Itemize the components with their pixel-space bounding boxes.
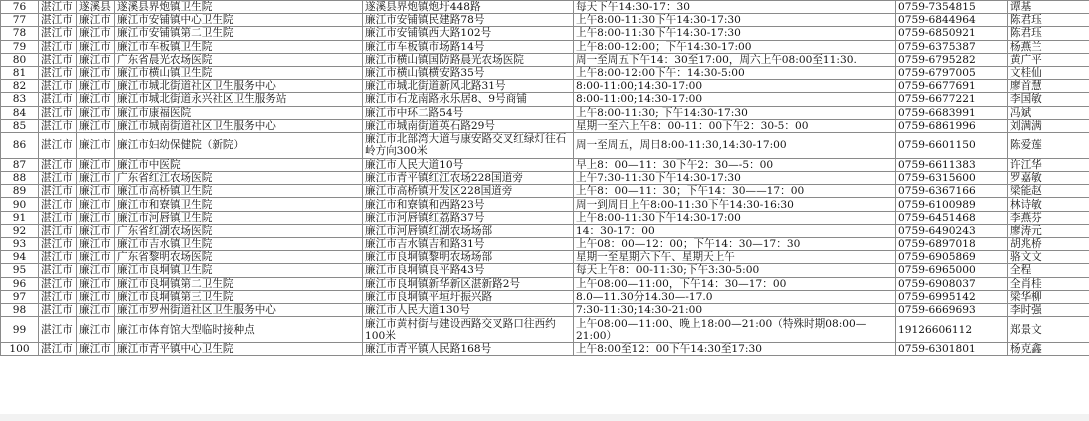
- row-number-cell[interactable]: 84: [1, 106, 39, 119]
- table-row: [1, 93, 1089, 106]
- hours-cell[interactable]: 14：30-17：00: [574, 224, 896, 237]
- table-row: [1, 80, 1089, 93]
- county-cell[interactable]: 廉江市: [77, 238, 115, 251]
- row-number-cell[interactable]: 79: [1, 40, 39, 53]
- facility-name-cell[interactable]: 廉江市体育馆大型临时接种点: [115, 317, 363, 343]
- city-cell[interactable]: 湛江市: [39, 106, 77, 119]
- row-number-cell[interactable]: 92: [1, 224, 39, 237]
- county-cell[interactable]: 廉江市: [77, 27, 115, 40]
- phone-cell[interactable]: 0759-6100989: [896, 198, 1008, 211]
- hours-cell[interactable]: 早上8：00—11：30下午2：30—-5：00: [574, 158, 896, 171]
- phone-cell[interactable]: 0759-6850921: [896, 27, 1008, 40]
- city-cell[interactable]: 湛江市: [39, 27, 77, 40]
- table-row: [1, 317, 1089, 343]
- city-cell[interactable]: 湛江市: [39, 93, 77, 106]
- table-row: [1, 224, 1089, 237]
- hours-cell[interactable]: 8:00-11:00;14:30-17:00: [574, 80, 896, 93]
- row-number-cell[interactable]: 80: [1, 53, 39, 66]
- county-cell[interactable]: 廉江市: [77, 211, 115, 224]
- address-cell[interactable]: 廉江市城南街道英石路29号: [363, 119, 574, 132]
- city-cell[interactable]: 湛江市: [39, 238, 77, 251]
- facility-name-cell[interactable]: 廉江市城南街道社区卫生服务中心: [115, 119, 363, 132]
- county-cell[interactable]: 廉江市: [77, 290, 115, 303]
- row-number-cell[interactable]: 99: [1, 317, 39, 343]
- row-number-cell[interactable]: 87: [1, 158, 39, 171]
- row-number-cell[interactable]: 81: [1, 66, 39, 79]
- phone-cell[interactable]: 0759-6301801: [896, 343, 1008, 356]
- table-row: [1, 238, 1089, 251]
- contact-cell[interactable]: 文桂仙: [1008, 66, 1089, 79]
- facility-name-cell[interactable]: 廉江市横山镇卫生院: [115, 66, 363, 79]
- contact-cell[interactable]: 全肖桂: [1008, 277, 1089, 290]
- city-cell[interactable]: 湛江市: [39, 277, 77, 290]
- contact-cell[interactable]: 梁华柳: [1008, 290, 1089, 303]
- table-row: [1, 251, 1089, 264]
- table-row: [1, 27, 1089, 40]
- facility-name-cell[interactable]: 廉江市中医院: [115, 158, 363, 171]
- hours-cell[interactable]: 每天下午14:30-17：30: [574, 1, 896, 14]
- facility-name-cell[interactable]: 廉江市妇幼保健院（新院）: [115, 132, 363, 158]
- row-number-cell[interactable]: 82: [1, 80, 39, 93]
- address-cell[interactable]: 廉江市良垌镇黎明农场场部: [363, 251, 574, 264]
- table-row: [1, 106, 1089, 119]
- facility-name-cell[interactable]: 廉江市良垌镇第三卫生院: [115, 290, 363, 303]
- address-cell[interactable]: 廉江市车板镇市场路14号: [363, 40, 574, 53]
- table-row: [1, 290, 1089, 303]
- contact-cell[interactable]: 陈君珏: [1008, 27, 1089, 40]
- phone-cell[interactable]: 19126606112: [896, 317, 1008, 343]
- county-cell[interactable]: 廉江市: [77, 317, 115, 343]
- phone-cell[interactable]: 0759-6601150: [896, 132, 1008, 158]
- hours-cell[interactable]: 上午8：00—11：30；下午14：30——17：00: [574, 185, 896, 198]
- city-cell[interactable]: 湛江市: [39, 172, 77, 185]
- county-cell[interactable]: 遂溪县: [77, 1, 115, 14]
- facility-name-cell[interactable]: 廉江市安铺镇第二卫生院: [115, 27, 363, 40]
- address-cell[interactable]: 廉江市良垌镇平垣圩振兴路: [363, 290, 574, 303]
- row-number-cell[interactable]: 85: [1, 119, 39, 132]
- hours-cell[interactable]: 星期一至六上午8：00-11：00下午2：30-5：00: [574, 119, 896, 132]
- county-cell[interactable]: 廉江市: [77, 277, 115, 290]
- phone-cell[interactable]: 0759-6611383: [896, 158, 1008, 171]
- table-row: [1, 198, 1089, 211]
- facility-name-cell[interactable]: 廉江市康福医院: [115, 106, 363, 119]
- contact-cell[interactable]: 陈君珏: [1008, 14, 1089, 27]
- phone-cell[interactable]: 0759-6795282: [896, 53, 1008, 66]
- county-cell[interactable]: 廉江市: [77, 132, 115, 158]
- city-cell[interactable]: 湛江市: [39, 14, 77, 27]
- table-row: [1, 277, 1089, 290]
- row-number-cell[interactable]: 100: [1, 343, 39, 356]
- hours-cell[interactable]: 周一到周日上午8:00-11:30下午14:30-16:30: [574, 198, 896, 211]
- facility-name-cell[interactable]: 遂溪县界炮镇卫生院: [115, 1, 363, 14]
- facility-name-cell[interactable]: 廉江市良垌镇卫生院: [115, 264, 363, 277]
- table-body: [1, 1, 1089, 356]
- facility-name-cell[interactable]: 廉江市高桥镇卫生院: [115, 185, 363, 198]
- city-cell[interactable]: 湛江市: [39, 158, 77, 171]
- address-cell[interactable]: 廉江市人民大道10号: [363, 158, 574, 171]
- city-cell[interactable]: 湛江市: [39, 303, 77, 316]
- table-row: [1, 158, 1089, 171]
- row-number-cell[interactable]: 88: [1, 172, 39, 185]
- hours-cell[interactable]: 上午08：00—12：00；下午14：30—17：30: [574, 238, 896, 251]
- row-number-cell[interactable]: 90: [1, 198, 39, 211]
- contact-cell[interactable]: 全程: [1008, 264, 1089, 277]
- city-cell[interactable]: 湛江市: [39, 66, 77, 79]
- address-cell[interactable]: 廉江市河唇镇红荔路37号: [363, 211, 574, 224]
- contact-cell[interactable]: 林诗敏: [1008, 198, 1089, 211]
- hours-cell[interactable]: 7:30-11:30;14:30-21:00: [574, 303, 896, 316]
- address-cell[interactable]: 廉江市黄村街与建设西路交叉路口往西约100米: [363, 317, 574, 343]
- facility-name-cell[interactable]: 廉江市和寮镇卫生院: [115, 198, 363, 211]
- county-cell[interactable]: 廉江市: [77, 119, 115, 132]
- address-cell[interactable]: 廉江市良垌镇良平路43号: [363, 264, 574, 277]
- row-number-cell[interactable]: 98: [1, 303, 39, 316]
- table-row: [1, 40, 1089, 53]
- address-cell[interactable]: 廉江市吉水镇吉和路31号: [363, 238, 574, 251]
- city-cell[interactable]: 湛江市: [39, 53, 77, 66]
- facility-name-cell[interactable]: 广东省红湖农场医院: [115, 224, 363, 237]
- contact-cell[interactable]: 李国敏: [1008, 93, 1089, 106]
- county-cell[interactable]: 廉江市: [77, 172, 115, 185]
- table-row: [1, 172, 1089, 185]
- county-cell[interactable]: 廉江市: [77, 251, 115, 264]
- phone-cell[interactable]: 0759-6451468: [896, 211, 1008, 224]
- city-cell[interactable]: 湛江市: [39, 317, 77, 343]
- county-cell[interactable]: 廉江市: [77, 224, 115, 237]
- county-cell[interactable]: 廉江市: [77, 198, 115, 211]
- facility-name-cell[interactable]: 廉江市罗州街道社区卫生服务中心: [115, 303, 363, 316]
- address-cell[interactable]: 廉江市石龙南路永乐居8、9号商铺: [363, 93, 574, 106]
- hours-cell[interactable]: 上午8:00-11:30下午14:30-17:00: [574, 211, 896, 224]
- hours-cell[interactable]: 上午8:00-12:00；下午14:30-17:00: [574, 40, 896, 53]
- contact-cell[interactable]: 廖涛元: [1008, 224, 1089, 237]
- contact-cell[interactable]: 胡兆桥: [1008, 238, 1089, 251]
- city-cell[interactable]: 湛江市: [39, 80, 77, 93]
- city-cell[interactable]: 湛江市: [39, 211, 77, 224]
- phone-cell[interactable]: 0759-6861996: [896, 119, 1008, 132]
- row-number-cell[interactable]: 91: [1, 211, 39, 224]
- table-row: [1, 119, 1089, 132]
- contact-cell[interactable]: 陈爱莲: [1008, 132, 1089, 158]
- phone-cell[interactable]: 0759-6677221: [896, 93, 1008, 106]
- county-cell[interactable]: 廉江市: [77, 93, 115, 106]
- row-number-cell[interactable]: 95: [1, 264, 39, 277]
- city-cell[interactable]: 湛江市: [39, 251, 77, 264]
- hours-cell[interactable]: 周一至周五下午14：30至17:00，周六上午08:00至11:30.: [574, 53, 896, 66]
- county-cell[interactable]: 廉江市: [77, 66, 115, 79]
- contact-cell[interactable]: 黄广平: [1008, 53, 1089, 66]
- address-cell[interactable]: 廉江市安铺镇民建路78号: [363, 14, 574, 27]
- phone-cell[interactable]: 0759-6669693: [896, 303, 1008, 316]
- table-row: [1, 264, 1089, 277]
- row-number-cell[interactable]: 77: [1, 14, 39, 27]
- phone-cell[interactable]: 0759-6965000: [896, 264, 1008, 277]
- row-number-cell[interactable]: 76: [1, 1, 39, 14]
- phone-cell[interactable]: 0759-7354815: [896, 1, 1008, 14]
- city-cell[interactable]: 湛江市: [39, 290, 77, 303]
- contact-cell[interactable]: 廖首慧: [1008, 80, 1089, 93]
- table-row: [1, 343, 1089, 356]
- address-cell[interactable]: 廉江市安铺镇西大路102号: [363, 27, 574, 40]
- row-number-cell[interactable]: 83: [1, 93, 39, 106]
- hours-cell[interactable]: 上午8:00-12:00下午：14:30-5:00: [574, 66, 896, 79]
- contact-cell[interactable]: 罗嘉敏: [1008, 172, 1089, 185]
- contact-cell[interactable]: 杨克鑫: [1008, 343, 1089, 356]
- phone-cell[interactable]: 0759-6315600: [896, 172, 1008, 185]
- contact-cell[interactable]: 李时强: [1008, 303, 1089, 316]
- phone-cell[interactable]: 0759-6677691: [896, 80, 1008, 93]
- county-cell[interactable]: 廉江市: [77, 343, 115, 356]
- hours-cell[interactable]: 8.0—11.30分14.30—-17.0: [574, 290, 896, 303]
- phone-cell[interactable]: 0759-6905869: [896, 251, 1008, 264]
- facility-name-cell[interactable]: 廉江市吉水镇卫生院: [115, 238, 363, 251]
- county-cell[interactable]: 廉江市: [77, 185, 115, 198]
- address-cell[interactable]: 廉江市青平镇人民路168号: [363, 343, 574, 356]
- address-cell[interactable]: 廉江市和寮镇和西路23号: [363, 198, 574, 211]
- city-cell[interactable]: 湛江市: [39, 132, 77, 158]
- contact-cell[interactable]: 谭基: [1008, 1, 1089, 14]
- contact-cell[interactable]: 刘满满: [1008, 119, 1089, 132]
- facility-name-cell[interactable]: 廉江市车板镇卫生院: [115, 40, 363, 53]
- county-cell[interactable]: 廉江市: [77, 14, 115, 27]
- row-number-cell[interactable]: 89: [1, 185, 39, 198]
- contact-cell[interactable]: 许江华: [1008, 158, 1089, 171]
- facility-name-cell[interactable]: 廉江市城北街道永兴社区卫生服务站: [115, 93, 363, 106]
- hours-cell[interactable]: 星期一至星期六下午、星期天上午: [574, 251, 896, 264]
- hours-cell[interactable]: 上午8:00-11:30下午14:30-17:30: [574, 14, 896, 27]
- hours-cell[interactable]: 8:00-11:00;14:30-17:00: [574, 93, 896, 106]
- hours-cell[interactable]: 上午8:00至12：00下午14:30至17:30: [574, 343, 896, 356]
- facility-name-cell[interactable]: 廉江市青平镇中心卫生院: [115, 343, 363, 356]
- city-cell[interactable]: 湛江市: [39, 198, 77, 211]
- city-cell[interactable]: 湛江市: [39, 119, 77, 132]
- table-row: [1, 132, 1089, 158]
- table-row: [1, 1, 1089, 14]
- county-cell[interactable]: 廉江市: [77, 80, 115, 93]
- phone-cell[interactable]: 0759-6367166: [896, 185, 1008, 198]
- address-cell[interactable]: 廉江市横山镇横安路35号: [363, 66, 574, 79]
- contact-cell[interactable]: 骆文文: [1008, 251, 1089, 264]
- facility-name-cell[interactable]: 广东省红江农场医院: [115, 172, 363, 185]
- contact-cell[interactable]: 郑景文: [1008, 317, 1089, 343]
- facility-name-cell[interactable]: 廉江市城北街道社区卫生服务中心: [115, 80, 363, 93]
- table-row: [1, 53, 1089, 66]
- facility-name-cell[interactable]: 廉江市河唇镇卫生院: [115, 211, 363, 224]
- facility-name-cell[interactable]: 广东省晨光农场医院: [115, 53, 363, 66]
- row-number-cell[interactable]: 78: [1, 27, 39, 40]
- city-cell[interactable]: 湛江市: [39, 40, 77, 53]
- hours-cell[interactable]: 每天上午8：00-11:30;下午3:30-5:00: [574, 264, 896, 277]
- table-row: [1, 211, 1089, 224]
- phone-cell[interactable]: 0759-6844964: [896, 14, 1008, 27]
- address-cell[interactable]: 廉江市良垌镇新华新区湛新路2号: [363, 277, 574, 290]
- county-cell[interactable]: 廉江市: [77, 53, 115, 66]
- address-cell[interactable]: 遂溪县界炮镇炮圩448路: [363, 1, 574, 14]
- hours-cell[interactable]: 上午7:30-11:30下午14:30-17:30: [574, 172, 896, 185]
- county-cell[interactable]: 廉江市: [77, 264, 115, 277]
- phone-cell[interactable]: 0759-6490243: [896, 224, 1008, 237]
- phone-cell[interactable]: 0759-6897018: [896, 238, 1008, 251]
- county-cell[interactable]: 廉江市: [77, 158, 115, 171]
- county-cell[interactable]: 廉江市: [77, 106, 115, 119]
- phone-cell[interactable]: 0759-6797005: [896, 66, 1008, 79]
- table-row: [1, 303, 1089, 316]
- hours-cell[interactable]: 上午08:00—11:00，下午14：30—17：00: [574, 277, 896, 290]
- address-cell[interactable]: 廉江市北部湾大道与康安路交叉红绿灯往石岭方向300米: [363, 132, 574, 158]
- county-cell[interactable]: 廉江市: [77, 303, 115, 316]
- row-number-cell[interactable]: 96: [1, 277, 39, 290]
- city-cell[interactable]: 湛江市: [39, 224, 77, 237]
- address-cell[interactable]: 廉江市人民大道130号: [363, 303, 574, 316]
- phone-cell[interactable]: 0759-6375387: [896, 40, 1008, 53]
- hours-cell[interactable]: 周一至周五，周日8:00-11:30,14:30-17:00: [574, 132, 896, 158]
- contact-cell[interactable]: 冯斌: [1008, 106, 1089, 119]
- address-cell[interactable]: 廉江市横山镇国防路晨光农场医院: [363, 53, 574, 66]
- phone-cell[interactable]: 0759-6908037: [896, 277, 1008, 290]
- address-cell[interactable]: 廉江市中环二路54号: [363, 106, 574, 119]
- phone-cell[interactable]: 0759-6683991: [896, 106, 1008, 119]
- city-cell[interactable]: 湛江市: [39, 185, 77, 198]
- hours-cell[interactable]: 上午8:00-11:30; 下午14:30-17:30: [574, 106, 896, 119]
- county-cell[interactable]: 廉江市: [77, 40, 115, 53]
- phone-cell[interactable]: 0759-6995142: [896, 290, 1008, 303]
- facility-name-cell[interactable]: 廉江市安铺镇中心卫生院: [115, 14, 363, 27]
- row-number-cell[interactable]: 97: [1, 290, 39, 303]
- contact-cell[interactable]: 杨燕兰: [1008, 40, 1089, 53]
- facility-name-cell[interactable]: 廉江市良垌镇第二卫生院: [115, 277, 363, 290]
- row-number-cell[interactable]: 93: [1, 238, 39, 251]
- address-cell[interactable]: 廉江市城北街道新风北路31号: [363, 80, 574, 93]
- contact-cell[interactable]: 李燕芬: [1008, 211, 1089, 224]
- row-number-cell[interactable]: 94: [1, 251, 39, 264]
- address-cell[interactable]: 廉江市青平镇红江农场228国道旁: [363, 172, 574, 185]
- city-cell[interactable]: 湛江市: [39, 264, 77, 277]
- city-cell[interactable]: 湛江市: [39, 1, 77, 14]
- hours-cell[interactable]: 上午08:00—11:00、晚上18:00—21:00（特殊时期08:00—21:00）: [574, 317, 896, 343]
- address-cell[interactable]: 廉江市河唇镇红湖农场场部: [363, 224, 574, 237]
- city-cell[interactable]: 湛江市: [39, 343, 77, 356]
- facility-name-cell[interactable]: 广东省黎明农场医院: [115, 251, 363, 264]
- sheet-empty-area: [0, 414, 1089, 421]
- row-number-cell[interactable]: 86: [1, 132, 39, 158]
- address-cell[interactable]: 廉江市高桥镇开发区228国道旁: [363, 185, 574, 198]
- hours-cell[interactable]: 上午8:00-11:30下午14:30-17:30: [574, 27, 896, 40]
- table-row: [1, 66, 1089, 79]
- table-row: [1, 185, 1089, 198]
- table-row: [1, 14, 1089, 27]
- contact-cell[interactable]: 梁能赵: [1008, 185, 1089, 198]
